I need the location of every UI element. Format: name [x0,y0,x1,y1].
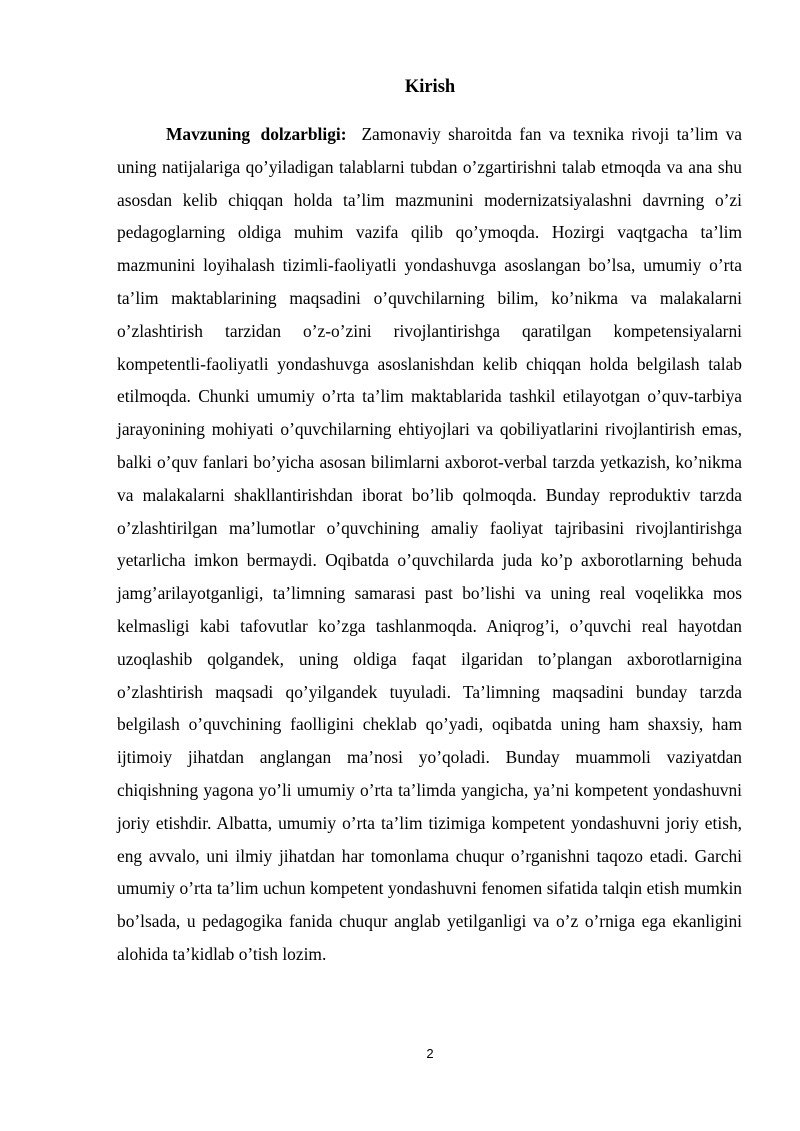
paragraph-text: Zamonaviy sharoitda fan va texnika rivoji ta’lim va uning natijalariga qo’yiladigan talablarni tubdan o’zgartirishni talab etmoqda va ana shu asosdan kelib chiqqan holda ta’lim mazmunini modernizatsiyalashni davrning o’zi pedagoglarning oldiga muhim vazifa qilib qo’ymoqda. Hozirgi vaqtgacha ta’lim mazmunini loyihalash tizimli-faoliyatli yondashuvga asoslangan bo’lsa, umumiy o’rta ta’lim maktablarining maqsadini o’quvchilarning bilim, ko’nikma va malakalarni o’zlashtirish tarzidan o’z-o’zini rivojlantirishga qaratilgan kompetensiyalarni kompetentli-faoliyatli yondashuvga asoslanishdan kelib chiqqan holda belgilash talab etilmoqda. Chunki umumiy o’rta ta’lim maktablarida tashkil etilayotgan o’quv-tarbiya jarayonining mohiyati o’quvchilarning ehtiyojlari va qobiliyatlarini rivojlantirish emas, balki o’quv fanlari bo’yicha asosan bilimlarni axborot-verbal tarzda yetkazish, ko’nikma va malakalarni shakllantirishdan iborat bo’lib qolmoqda. Bunday reproduktiv tarzda o’zlashtirilgan ma’lumotlar o’quvchining amaliy faoliyat tajribasini rivojlantirishga yetarlicha imkon bermaydi. Oqibatda o’quvchilarda juda ko’p axborotlarning behuda jamg’arilayotganligi, ta’limning samarasi past bo’lishi va uning real voqelikka mos kelmasligi kabi tafovutlar ko’zga tashlanmoqda. Aniqrog’i, o’quvchi real hayotdan uzoqlashib qolgandek, uning oldiga faqat ilgaridan to’plangan axborotlarnigina o’zlashtirish maqsadi qo’yilgandek tuyuladi. Ta’limning maqsadini bunday tarzda belgilash o’quvchining faolligini cheklab qo’yadi, oqibatda uning ham shaxsiy, ham ijtimoiy jihatdan anglangan ma’nosi yo’qoladi. Bunday muammoli vaziyatdan chiqishning yagona yo’li umumiy o’rta ta’limda yangicha, ya’ni kompetent yondashuvni joriy etishdir. Albatta, umumiy o’rta ta’lim tizimiga kompetent yondashuvni joriy etish, eng avvalo, uni ilmiy jihatdan har tomonlama chuqur o’rganishni taqozo etadi. Garchi umumiy o’rta ta’lim uchun kompetent yondashuvni fenomen sifatida talqin etish mumkin bo’lsada, u pedagogika fanida chuqur anglab yetilganligi va o’z o’rniga ega ekanligini alohida ta’kidlab o’tish lozim. [117,124,743,964]
paragraph-lead: Mavzuning dolzarbligi: [166,124,347,144]
section-heading: Kirish [404,77,456,97]
page-number: 2 [426,1046,434,1061]
body-paragraph [117,118,742,971]
